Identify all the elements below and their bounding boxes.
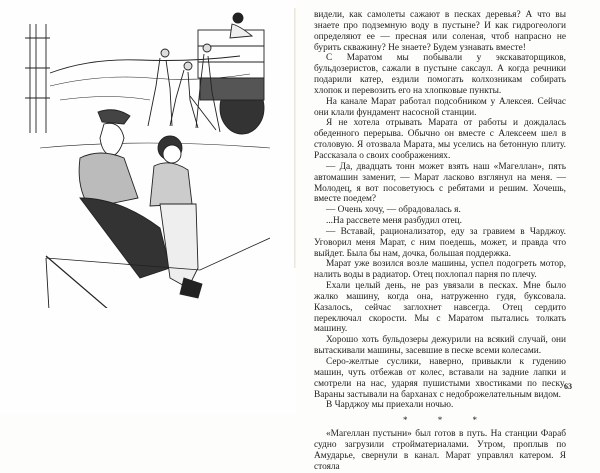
paragraph: «Магеллан пустыни» был готов в путь. На станции Фараб судно загрузили стройматериалами. Утром, проплыв по Амударье, свернули в канал. Марат управлял катером. Я стояла: [314, 429, 566, 472]
paragraph: — Вставай, рационализатор, еду за гравием в Чарджоу. Уговорил меня Марат, с ним поедешь, может, и правда что выйдет. Была бы нам, дочка, большая поддержка.: [314, 226, 566, 259]
left-page: [0, 0, 296, 414]
paragraph: В Чарджоу мы приехали ночью.: [326, 400, 454, 411]
paragraph: На канале Марат работал подсобником у Алексея. Сейчас они клали фундамент насосной станции.: [314, 96, 566, 118]
section-separator: * * *: [403, 415, 491, 426]
paragraph: ...На рассвете меня разбудил отец.: [326, 216, 462, 227]
paragraph: Я не хотела отрывать Марата от работы и дождалась обеденного перерыва. Обычно он вместе с Алексеем шел в столовую. Я отозвала Марата, мы уселись на бетонную плиту. Рассказала о своих соображениях.: [314, 118, 566, 161]
book-gutter: [294, 8, 296, 268]
body-text: [314, 10, 566, 473]
right-page: [300, 0, 600, 472]
ink-drawing-image: [20, 8, 270, 308]
paragraph: видели, как самолеты сажают в песках деревья? А что вы знаете про подземную воду в пустыне? И как гидрогеологи определяют ее — пресная или соленая, чтоб напрасно не бурить скважину? Не знаете? Будем узнавать вместе!: [314, 10, 566, 53]
paragraph: Ехали целый день, не раз увязали в песках. Мне было жалко машину, когда она, натруженно гудя, буксовала. Казалось, сейчас заглохнет навсегда. Отец сердито переключал скорости. Мы с Маратом пытались толкать машину.: [314, 281, 566, 335]
paragraph: Серо-желтые суслики, наверно, привыкли к гудению машин, чуть отбежав от колес, вставали на задние лапки и смотрели на нас, ударяя пушистыми хвостиками по песку. Вараны застывали на барханах с недоброжелательным видом.: [314, 357, 566, 400]
illustration: [20, 8, 270, 308]
paragraph: С Маратом мы побывали у экскаваторщиков, бульдозеристов, сажали в пустыне саксаул. А когда речники подарили катер, ездили помогать колхозникам собирать хлопок и перевозить его на хлопковые пункты.: [314, 53, 566, 96]
page-number: 63: [564, 382, 572, 391]
paragraph: — Да, двадцать тонн может взять наш «Магеллан», пять автомашин заменит, — Марат ласково взглянул на меня. — Молодец, я вот посоветуюсь с ребятами и решим. Хочешь, вместе поедем?: [314, 161, 566, 205]
paragraph: — Очень хочу, — обрадовалась я.: [326, 205, 461, 216]
paragraph: Хорошо хоть бульдозеры дежурили на всякий случай, они вытаскивали машины, засевшие в песке всеми колесами.: [314, 335, 566, 357]
paragraph: Марат уже возился возле машины, успел подогреть мотор, налить воды в радиатор. Отец похлопал парня по плечу.: [314, 259, 566, 281]
